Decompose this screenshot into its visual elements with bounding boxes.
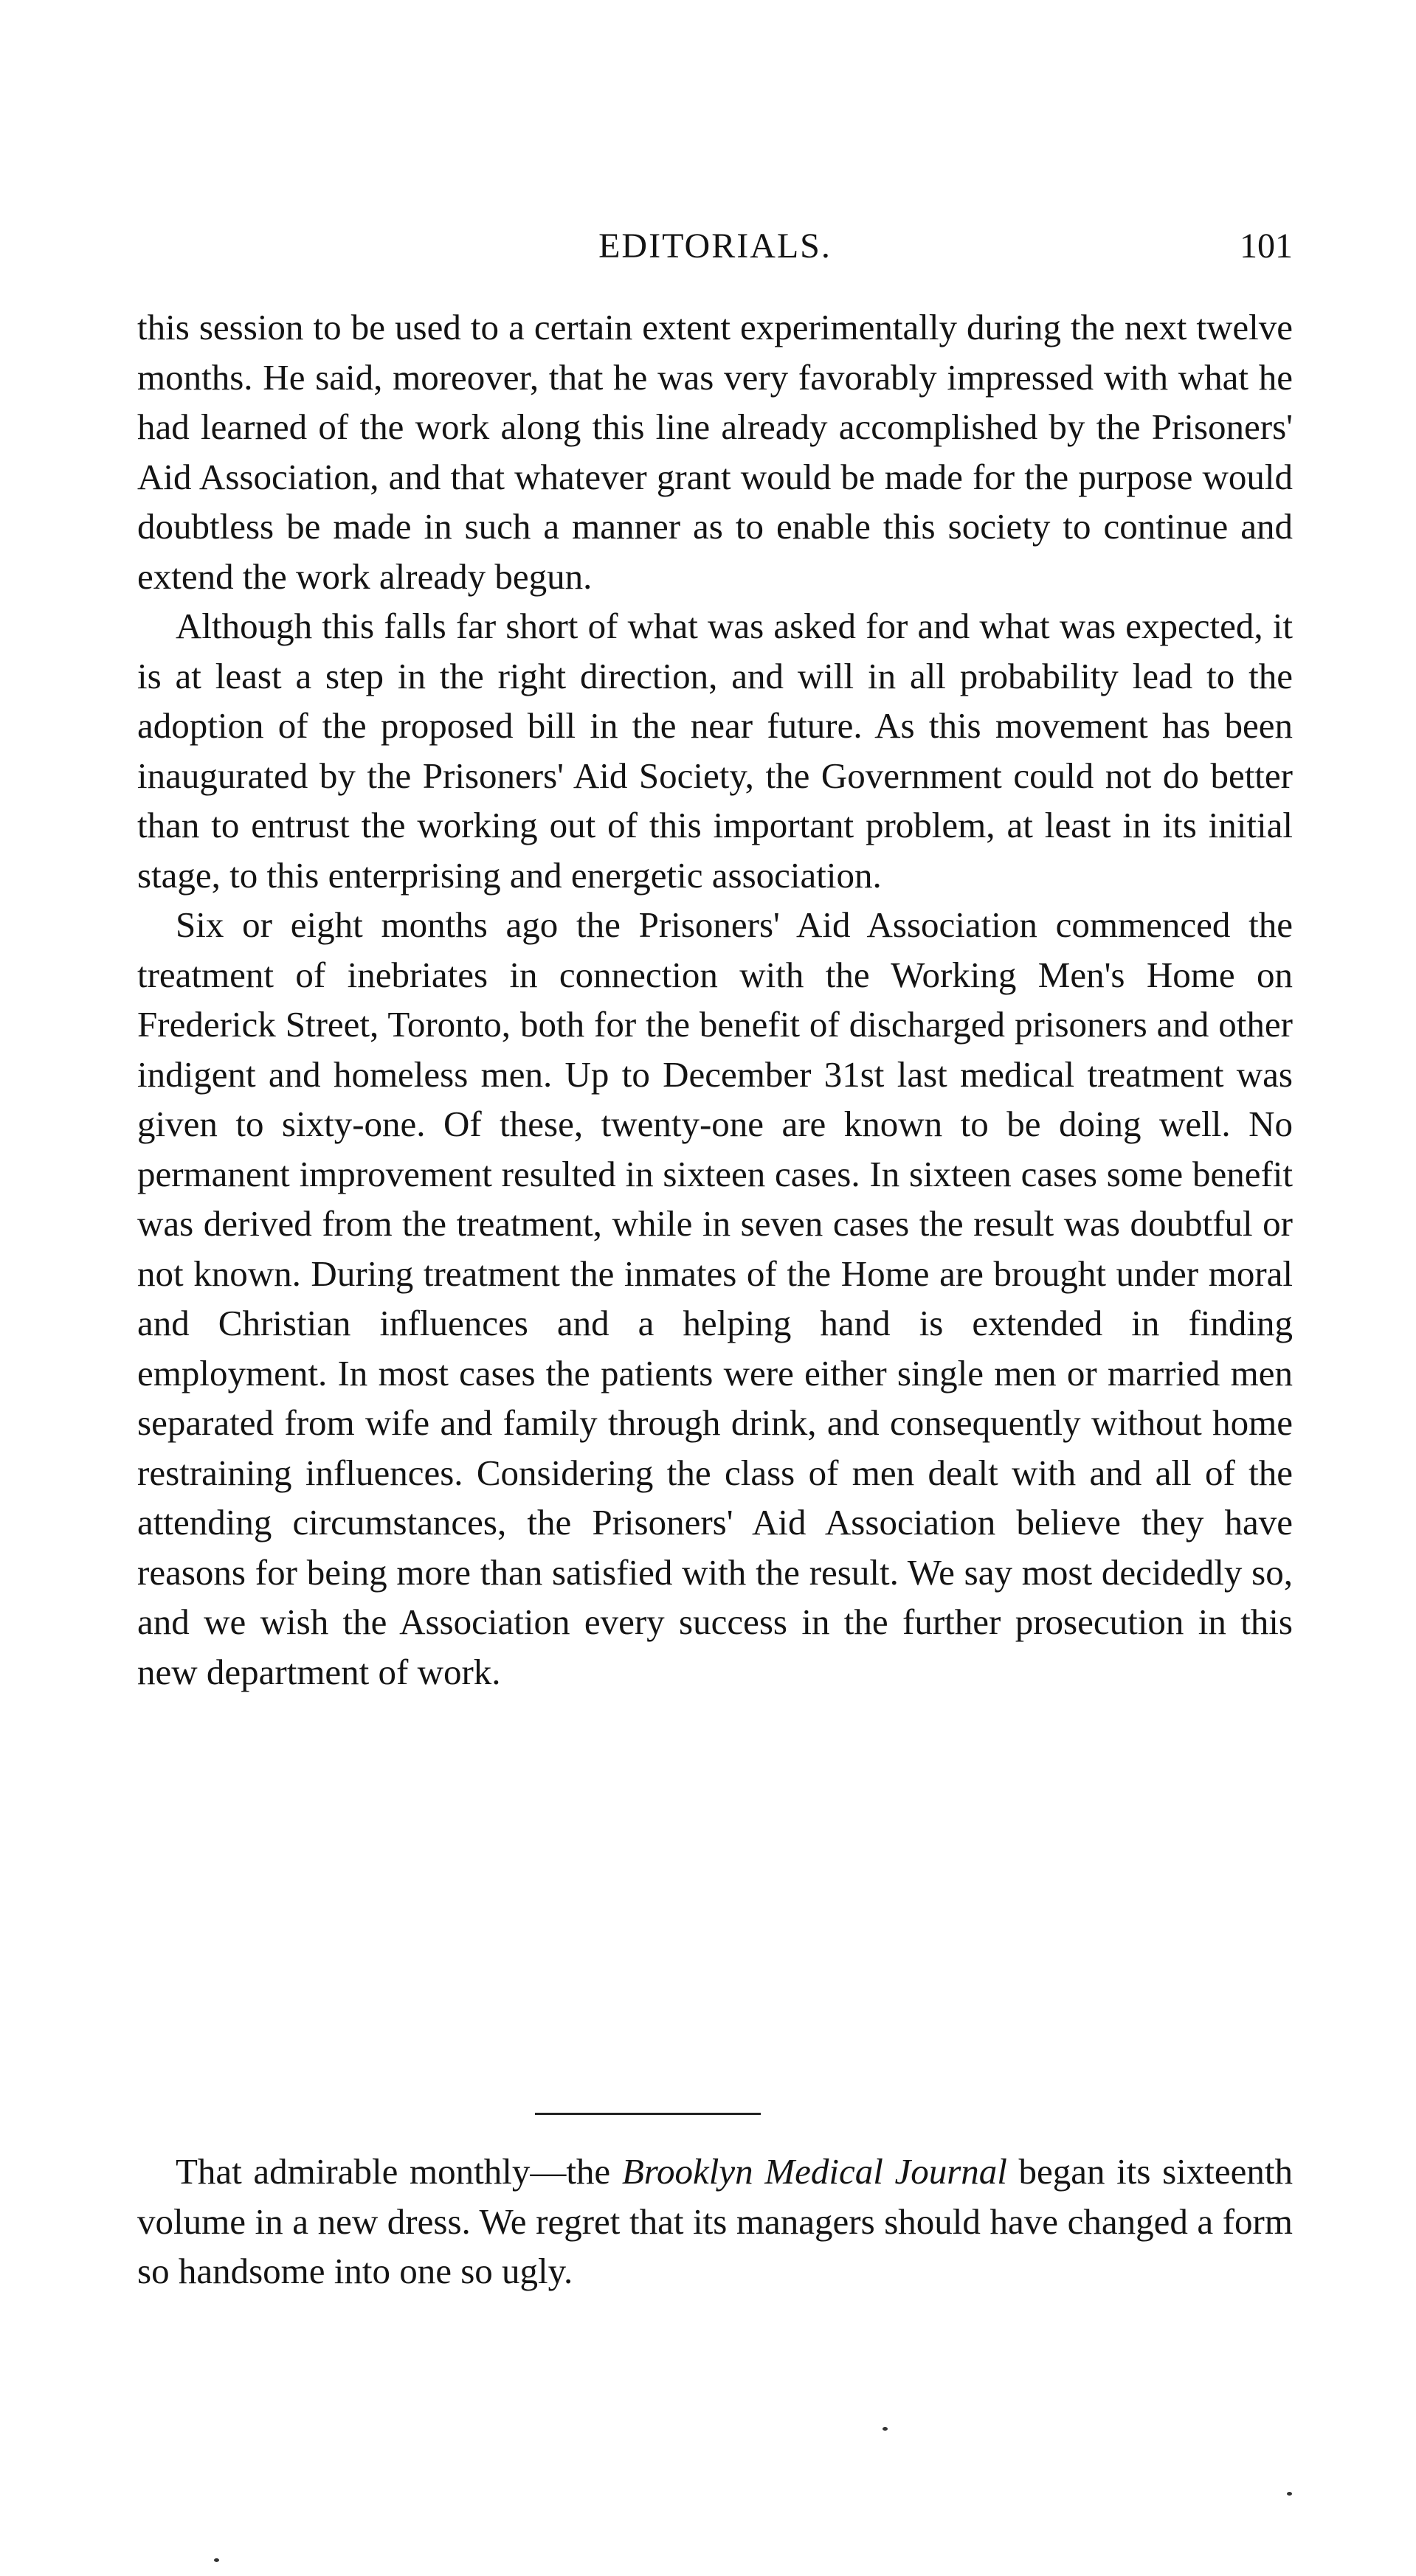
journal-note-paragraph: [137, 2147, 1293, 2296]
running-head: [137, 217, 1293, 276]
editorial-body: [137, 302, 1293, 1697]
journal-title: Brooklyn Medical Journal: [621, 2151, 1007, 2192]
journal-note: [137, 2147, 1293, 2296]
section-title: EDITORIALS.: [598, 226, 832, 266]
journal-note-lead: That admirable monthly—the: [176, 2151, 622, 2192]
page-number: 101: [1240, 226, 1293, 266]
print-speck: [214, 2558, 219, 2562]
paragraph-inebriate-treatment: Six or eight months ago the Prisoners' Aid Association commenced the treatment of inebriates in connection with the Working Men's Home on Frederick Street, Toronto, both for the benefit of discharged prisoners and other indigent and homeless men. Up to December 31st last medical treatment was given to sixty-one. Of these, twenty-one are known to be doing well. No permanent improvement resulted in sixteen cases. In sixteen cases some benefit was derived from the treatment, while in seven cases the result was doubtful or not known. During treatment the inmates of the Home are brought under moral and Christian influences and a helping hand is extended in finding employment. In most cases the patients were either single men or married men separated from wife and family through drink, and consequently without home restraining influences. Considering the class of men dealt with and all of the attending circumstances, the Prisoners' Aid Association believe they have reasons for being more than satisfied with the result. We say most decidedly so, and we wish the Association every success in the further prosecution in this new department of work.: [137, 904, 1293, 1692]
journal-note-rest: began its sixteenth volume in a new dress. We regret that its managers should have changed a form so handsome into one so ugly.: [137, 2151, 1293, 2291]
print-speck: [1287, 2492, 1292, 2496]
section-divider: [535, 2113, 761, 2115]
paragraph-continuation: this session to be used to a certain extent experimentally during the next twelve months. He said, moreover, that he was very favorably impressed with what he had learned of the work along this line already accomplished by the Prisoners' Aid Association, and that whatever grant would be made for the purpose would doubtless be made in such a manner as to enable this society to continue and extend the work already begun.: [137, 307, 1293, 597]
paragraph-bill-outlook: Although this falls far short of what was asked for and what was expected, it is at least a step in the right direction, and will in all probability lead to the adoption of the proposed bill in the near future. As this movement has been inaugurated by the Prisoners' Aid Society, the Government could not do better than to entrust the working out of this important problem, at least in its initial stage, to this enterprising and energetic association.: [137, 606, 1293, 896]
print-speck: [883, 2427, 888, 2431]
